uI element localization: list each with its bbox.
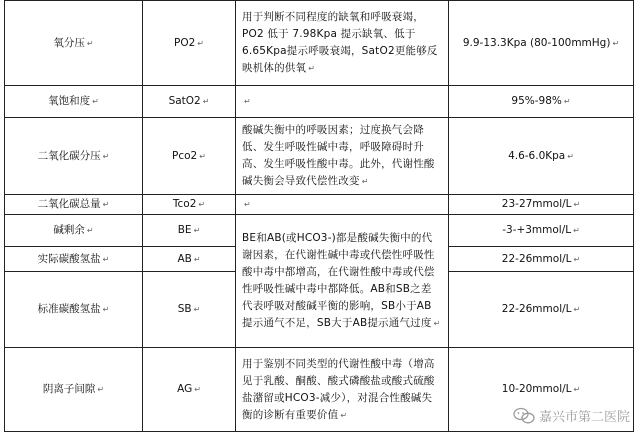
param-range: 10-20mmol/L ↵	[449, 348, 634, 432]
table-row	[5, 215, 634, 247]
param-name: 标准碳酸氢盐 ↵	[5, 272, 143, 348]
param-abbr: SB ↵	[143, 272, 236, 348]
param-range: 4.6-6.0Kpa ↵	[449, 118, 634, 195]
param-name: 阴离子间隙 ↵	[5, 348, 143, 432]
param-range: 9.9-13.3Kpa (80-100mmHg) ↵	[449, 1, 634, 86]
param-range: 95%-98% ↵	[449, 86, 634, 118]
table-row	[5, 118, 634, 195]
param-name: 氧饱和度 ↵	[5, 86, 143, 118]
hospital-watermark	[513, 406, 630, 425]
param-name: 碱剩余 ↵	[5, 215, 143, 247]
param-abbr: BE ↵	[143, 215, 236, 247]
param-range: 22-26mmol/L ↵	[449, 247, 634, 272]
param-abbr: Tco2 ↵	[143, 195, 236, 215]
table-row	[5, 86, 634, 118]
blood-gas-table	[4, 0, 634, 432]
param-description: 酸碱失衡中的呼吸因素；过度换气会降低、发生呼吸性碱中毒，呼吸障碍时升高、发生呼吸性酸中毒。此外，代谢性酸碱失衡会导致代偿性改变 ↵	[236, 118, 449, 195]
table-row	[5, 195, 634, 215]
param-description: ↵	[236, 195, 449, 215]
param-name: 实际碳酸氢盐 ↵	[5, 247, 143, 272]
table-row	[5, 1, 634, 86]
param-abbr: PO2 ↵	[143, 1, 236, 86]
param-abbr: AG ↵	[143, 348, 236, 432]
param-abbr: SatO2 ↵	[143, 86, 236, 118]
watermark-text: 嘉兴市第二医院	[538, 410, 630, 425]
param-name: 二氧化碳分压 ↵	[5, 118, 143, 195]
param-name: 氧分压 ↵	[5, 1, 143, 86]
param-range: 23-27mmol/L ↵	[449, 195, 634, 215]
param-abbr: Pco2 ↵	[143, 118, 236, 195]
param-description: 用于判断不同程度的缺氧和呼吸衰竭，PO2 低于 7.98Kpa 提示缺氧、低于6.65Kpa提示呼吸衰竭，SatO2更能够反映机体的供氧 ↵	[236, 1, 449, 86]
param-abbr: AB ↵	[143, 247, 236, 272]
param-name: 二氧化碳总量 ↵	[5, 195, 143, 215]
param-description: 用于鉴别不同类型的代谢性酸中毒（增高见于乳酸、酮酸、酸式磷酸盐或酸式硫酸盐潴留或HCO3-减少），对混合性酸碱失衡的诊断有重要价值 ↵	[236, 348, 449, 432]
param-range: -3-+3mmol/L ↵	[449, 215, 634, 247]
wechat-icon	[513, 407, 535, 425]
param-description: BE和AB(或HCO3-)都是酸碱失衡中的代谢因素，在代谢性碱中毒或代偿性呼吸性酸中毒中都增高，在代谢性酸中毒或代偿性呼吸性碱中毒中都降低。AB和SB之差代表呼吸对酸碱平衡的影响，SB小于AB提示通气不足，SB大于AB提示通气过度 ↵	[236, 215, 449, 348]
param-range: 22-26mmol/L ↵	[449, 272, 634, 348]
param-description: ↵	[236, 86, 449, 118]
